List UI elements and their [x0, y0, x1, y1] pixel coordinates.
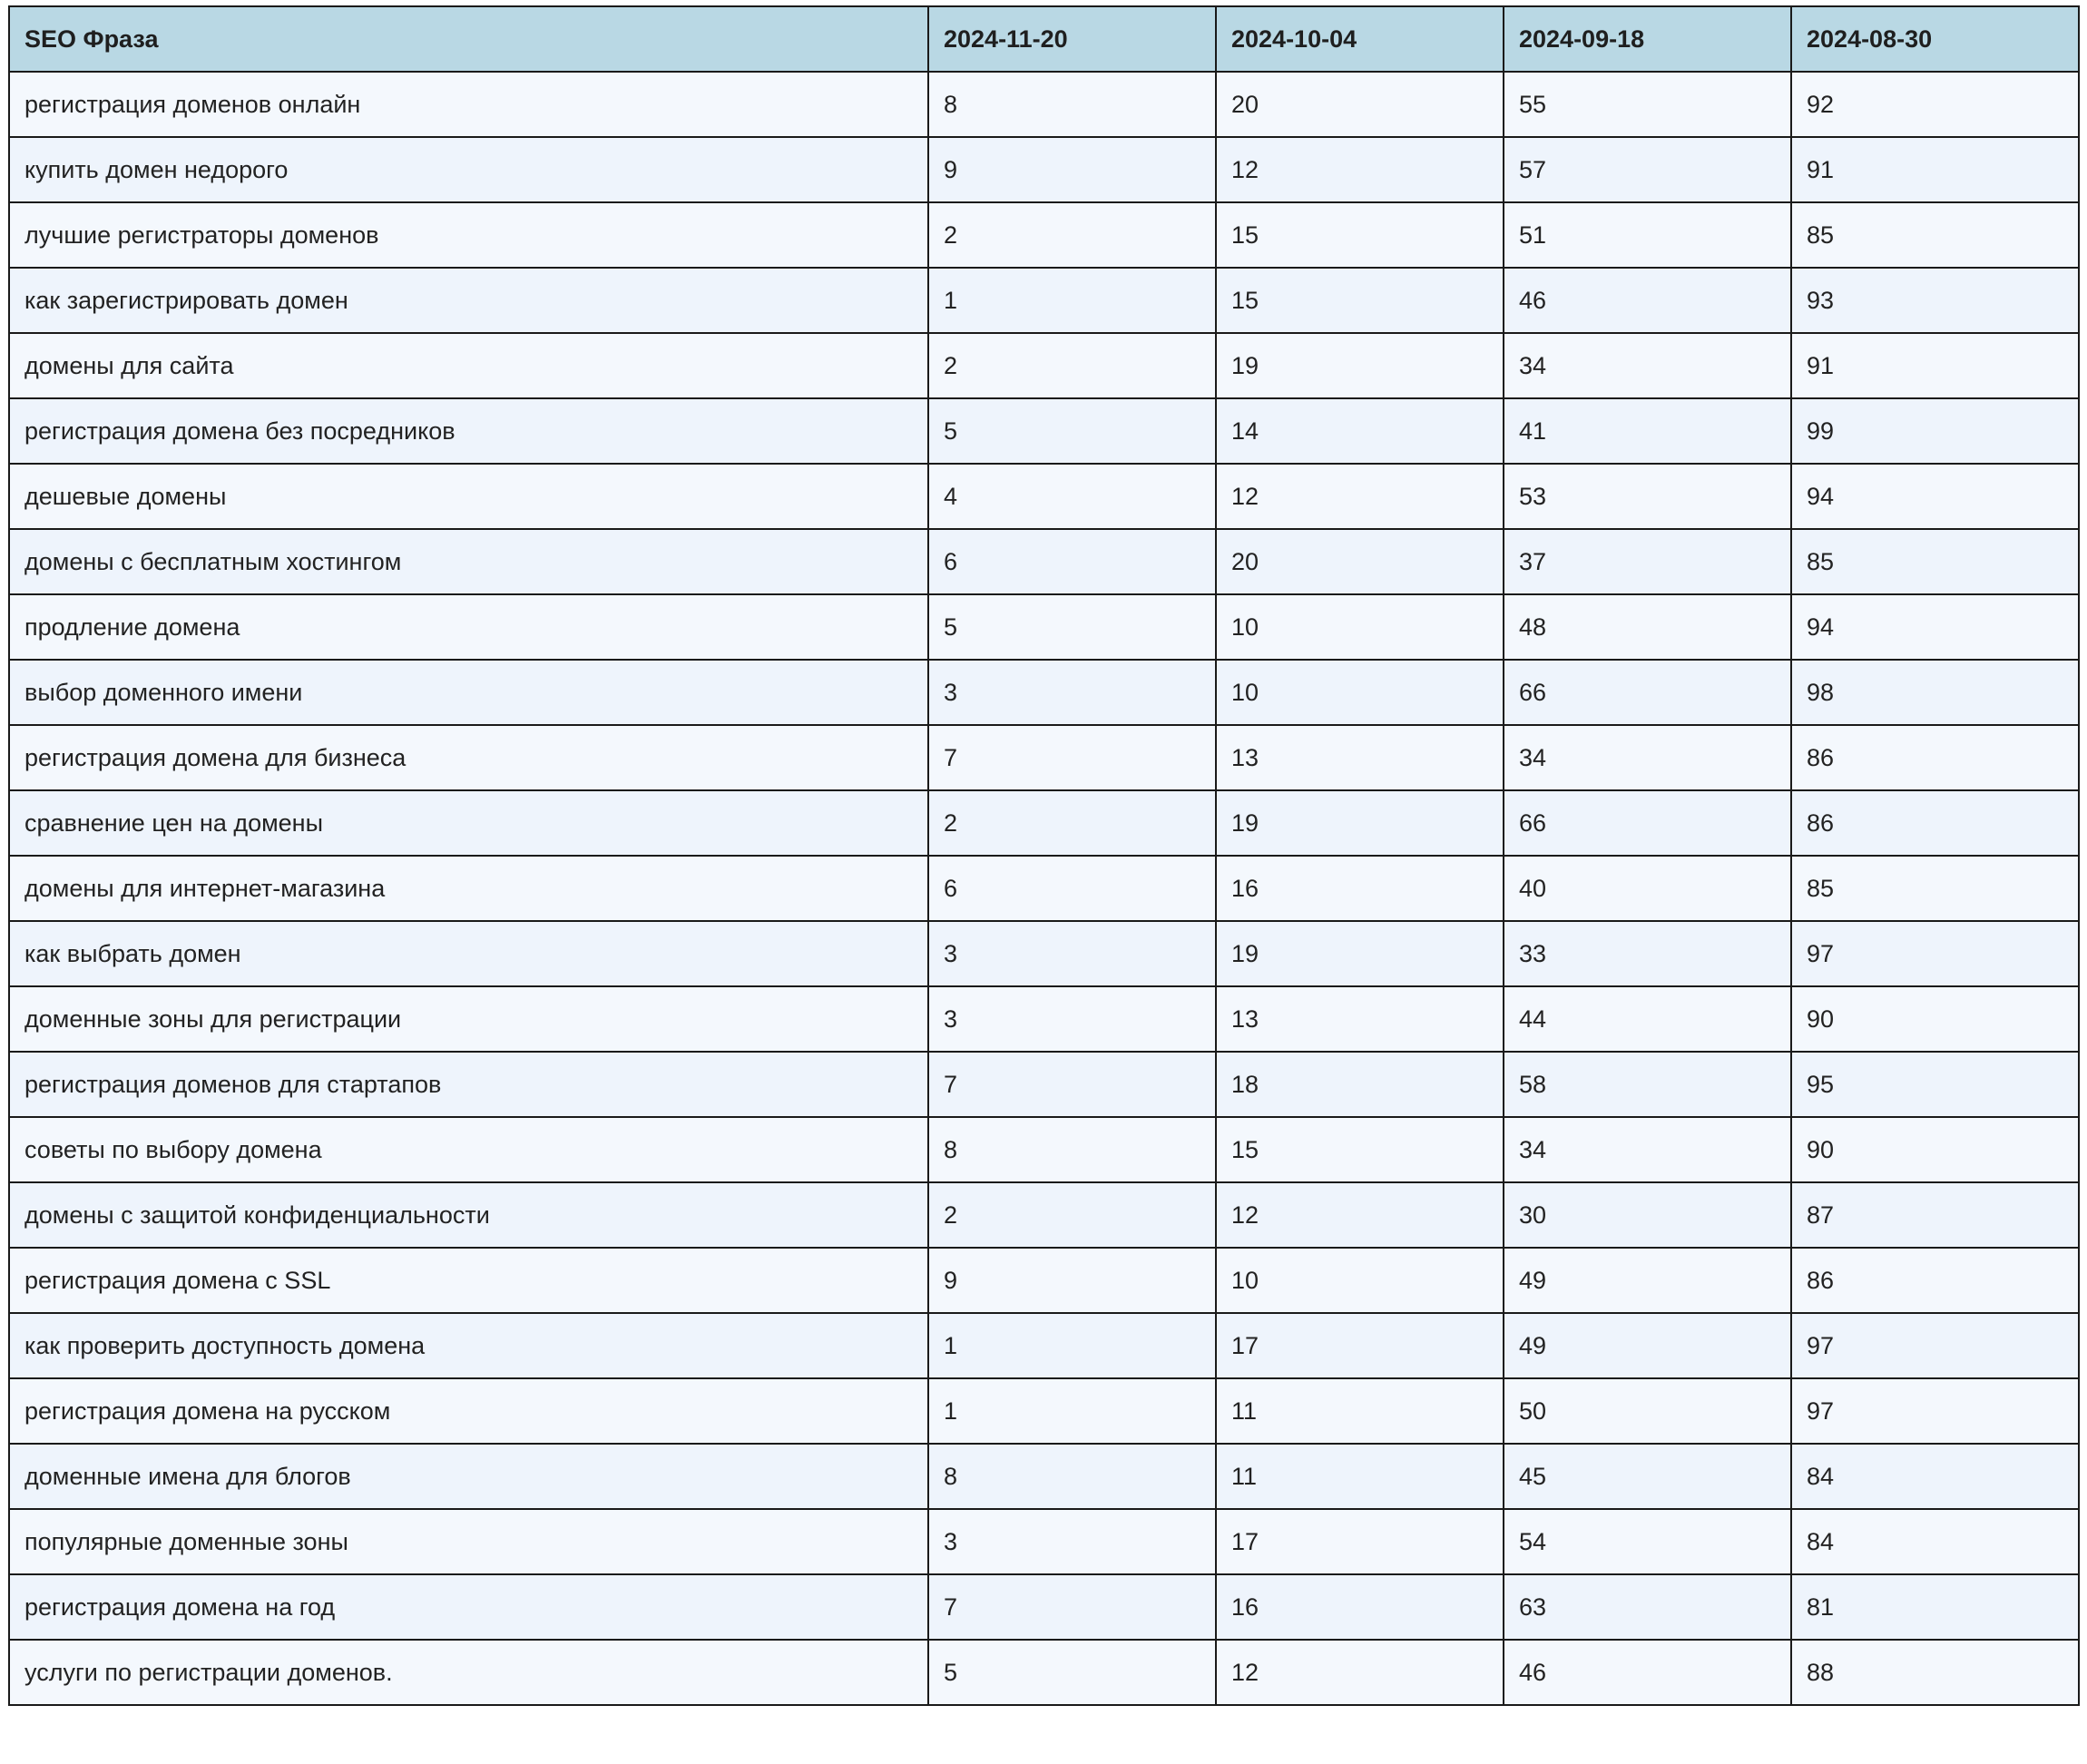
cell-date-3: 58 [1504, 1052, 1791, 1117]
cell-date-3: 34 [1504, 725, 1791, 790]
cell-phrase: как проверить доступность домена [9, 1313, 928, 1378]
cell-date-4: 84 [1791, 1509, 2079, 1574]
cell-date-4: 94 [1791, 464, 2079, 529]
cell-date-2: 16 [1216, 1574, 1504, 1640]
cell-date-2: 17 [1216, 1509, 1504, 1574]
cell-date-2: 20 [1216, 529, 1504, 594]
cell-date-4: 92 [1791, 72, 2079, 137]
cell-date-4: 97 [1791, 1313, 2079, 1378]
cell-date-2: 15 [1216, 1117, 1504, 1182]
cell-phrase: доменные зоны для регистрации [9, 986, 928, 1052]
table-row [9, 660, 2079, 725]
table-row [9, 464, 2079, 529]
cell-date-2: 19 [1216, 921, 1504, 986]
cell-date-4: 86 [1791, 1248, 2079, 1313]
cell-date-1: 9 [928, 1248, 1216, 1313]
cell-date-3: 57 [1504, 137, 1791, 202]
cell-date-4: 84 [1791, 1444, 2079, 1509]
cell-date-3: 49 [1504, 1313, 1791, 1378]
cell-date-4: 85 [1791, 202, 2079, 268]
table-row [9, 202, 2079, 268]
cell-date-3: 49 [1504, 1248, 1791, 1313]
cell-phrase: домены для сайта [9, 333, 928, 398]
cell-date-1: 3 [928, 660, 1216, 725]
table-row [9, 1574, 2079, 1640]
table-row [9, 921, 2079, 986]
cell-phrase: регистрация доменов онлайн [9, 72, 928, 137]
table-row [9, 137, 2079, 202]
table-row [9, 986, 2079, 1052]
cell-date-3: 48 [1504, 594, 1791, 660]
cell-date-1: 1 [928, 268, 1216, 333]
cell-phrase: регистрация домена на русском [9, 1378, 928, 1444]
cell-date-4: 88 [1791, 1640, 2079, 1705]
cell-date-4: 90 [1791, 1117, 2079, 1182]
cell-date-2: 18 [1216, 1052, 1504, 1117]
cell-date-4: 93 [1791, 268, 2079, 333]
table-row [9, 1313, 2079, 1378]
cell-phrase: регистрация домена на год [9, 1574, 928, 1640]
cell-date-4: 85 [1791, 529, 2079, 594]
cell-date-1: 6 [928, 529, 1216, 594]
table-row [9, 333, 2079, 398]
cell-date-1: 1 [928, 1313, 1216, 1378]
cell-date-4: 99 [1791, 398, 2079, 464]
cell-phrase: домены с бесплатным хостингом [9, 529, 928, 594]
table-row [9, 790, 2079, 856]
cell-date-1: 2 [928, 333, 1216, 398]
cell-date-3: 41 [1504, 398, 1791, 464]
cell-date-3: 53 [1504, 464, 1791, 529]
cell-date-1: 8 [928, 1117, 1216, 1182]
table-header [9, 6, 2079, 72]
table-body [9, 72, 2079, 1705]
cell-date-1: 1 [928, 1378, 1216, 1444]
cell-date-3: 51 [1504, 202, 1791, 268]
table-row [9, 1509, 2079, 1574]
cell-date-3: 66 [1504, 660, 1791, 725]
cell-date-2: 13 [1216, 725, 1504, 790]
table-row [9, 1117, 2079, 1182]
cell-date-1: 6 [928, 856, 1216, 921]
cell-date-4: 91 [1791, 137, 2079, 202]
table-row [9, 1640, 2079, 1705]
cell-phrase: домены с защитой конфиденциальности [9, 1182, 928, 1248]
cell-date-3: 50 [1504, 1378, 1791, 1444]
cell-date-3: 33 [1504, 921, 1791, 986]
cell-phrase: регистрация домена для бизнеса [9, 725, 928, 790]
cell-phrase: услуги по регистрации доменов. [9, 1640, 928, 1705]
cell-date-3: 45 [1504, 1444, 1791, 1509]
cell-date-2: 12 [1216, 137, 1504, 202]
cell-date-1: 8 [928, 1444, 1216, 1509]
table-row [9, 268, 2079, 333]
cell-date-4: 90 [1791, 986, 2079, 1052]
cell-date-4: 97 [1791, 921, 2079, 986]
column-header-phrase[interactable]: SEO Фраза [9, 6, 928, 72]
cell-date-1: 7 [928, 1574, 1216, 1640]
cell-date-2: 12 [1216, 1640, 1504, 1705]
cell-date-2: 17 [1216, 1313, 1504, 1378]
column-header-date-1[interactable]: 2024-11-20 [928, 6, 1216, 72]
cell-phrase: сравнение цен на домены [9, 790, 928, 856]
cell-date-1: 3 [928, 1509, 1216, 1574]
column-header-date-3[interactable]: 2024-09-18 [1504, 6, 1791, 72]
cell-date-2: 11 [1216, 1444, 1504, 1509]
cell-date-1: 5 [928, 594, 1216, 660]
cell-date-1: 5 [928, 1640, 1216, 1705]
cell-date-1: 5 [928, 398, 1216, 464]
cell-date-3: 37 [1504, 529, 1791, 594]
table-row [9, 398, 2079, 464]
cell-date-2: 19 [1216, 333, 1504, 398]
cell-date-1: 2 [928, 790, 1216, 856]
cell-date-2: 12 [1216, 1182, 1504, 1248]
table-row [9, 856, 2079, 921]
cell-date-3: 46 [1504, 268, 1791, 333]
cell-date-1: 8 [928, 72, 1216, 137]
column-header-date-4[interactable]: 2024-08-30 [1791, 6, 2079, 72]
cell-phrase: популярные доменные зоны [9, 1509, 928, 1574]
cell-date-3: 30 [1504, 1182, 1791, 1248]
cell-date-3: 66 [1504, 790, 1791, 856]
column-header-date-2[interactable]: 2024-10-04 [1216, 6, 1504, 72]
cell-phrase: домены для интернет-магазина [9, 856, 928, 921]
cell-date-4: 97 [1791, 1378, 2079, 1444]
cell-date-2: 16 [1216, 856, 1504, 921]
cell-date-1: 7 [928, 1052, 1216, 1117]
cell-phrase: как выбрать домен [9, 921, 928, 986]
cell-phrase: продление домена [9, 594, 928, 660]
header-row [9, 6, 2079, 72]
cell-date-3: 63 [1504, 1574, 1791, 1640]
cell-phrase: купить домен недорого [9, 137, 928, 202]
cell-date-1: 2 [928, 202, 1216, 268]
seo-table-container [8, 5, 2079, 1706]
cell-date-3: 44 [1504, 986, 1791, 1052]
cell-date-3: 34 [1504, 333, 1791, 398]
table-row [9, 725, 2079, 790]
cell-phrase: лучшие регистраторы доменов [9, 202, 928, 268]
cell-date-2: 20 [1216, 72, 1504, 137]
cell-date-4: 98 [1791, 660, 2079, 725]
cell-date-2: 11 [1216, 1378, 1504, 1444]
table-row [9, 1182, 2079, 1248]
cell-phrase: регистрация домена без посредников [9, 398, 928, 464]
cell-date-1: 3 [928, 921, 1216, 986]
cell-date-1: 9 [928, 137, 1216, 202]
seo-phrase-table [8, 5, 2080, 1706]
cell-date-2: 10 [1216, 660, 1504, 725]
cell-date-4: 81 [1791, 1574, 2079, 1640]
table-row [9, 1444, 2079, 1509]
cell-date-2: 15 [1216, 202, 1504, 268]
cell-date-1: 7 [928, 725, 1216, 790]
cell-date-1: 3 [928, 986, 1216, 1052]
cell-date-2: 10 [1216, 594, 1504, 660]
table-row [9, 1248, 2079, 1313]
cell-phrase: дешевые домены [9, 464, 928, 529]
cell-date-2: 13 [1216, 986, 1504, 1052]
cell-date-4: 95 [1791, 1052, 2079, 1117]
table-row [9, 529, 2079, 594]
cell-phrase: доменные имена для блогов [9, 1444, 928, 1509]
cell-phrase: регистрация доменов для стартапов [9, 1052, 928, 1117]
cell-date-2: 14 [1216, 398, 1504, 464]
cell-date-4: 86 [1791, 790, 2079, 856]
table-row [9, 1052, 2079, 1117]
cell-date-3: 46 [1504, 1640, 1791, 1705]
cell-date-4: 87 [1791, 1182, 2079, 1248]
table-row [9, 594, 2079, 660]
cell-date-3: 34 [1504, 1117, 1791, 1182]
cell-date-1: 2 [928, 1182, 1216, 1248]
table-row [9, 1378, 2079, 1444]
cell-date-3: 54 [1504, 1509, 1791, 1574]
cell-date-4: 94 [1791, 594, 2079, 660]
cell-date-1: 4 [928, 464, 1216, 529]
cell-date-4: 85 [1791, 856, 2079, 921]
cell-date-3: 55 [1504, 72, 1791, 137]
cell-date-2: 10 [1216, 1248, 1504, 1313]
table-row [9, 72, 2079, 137]
cell-phrase: выбор доменного имени [9, 660, 928, 725]
cell-date-2: 19 [1216, 790, 1504, 856]
cell-date-2: 12 [1216, 464, 1504, 529]
cell-date-2: 15 [1216, 268, 1504, 333]
cell-phrase: регистрация домена с SSL [9, 1248, 928, 1313]
cell-date-3: 40 [1504, 856, 1791, 921]
cell-date-4: 86 [1791, 725, 2079, 790]
cell-date-4: 91 [1791, 333, 2079, 398]
cell-phrase: советы по выбору домена [9, 1117, 928, 1182]
cell-phrase: как зарегистрировать домен [9, 268, 928, 333]
